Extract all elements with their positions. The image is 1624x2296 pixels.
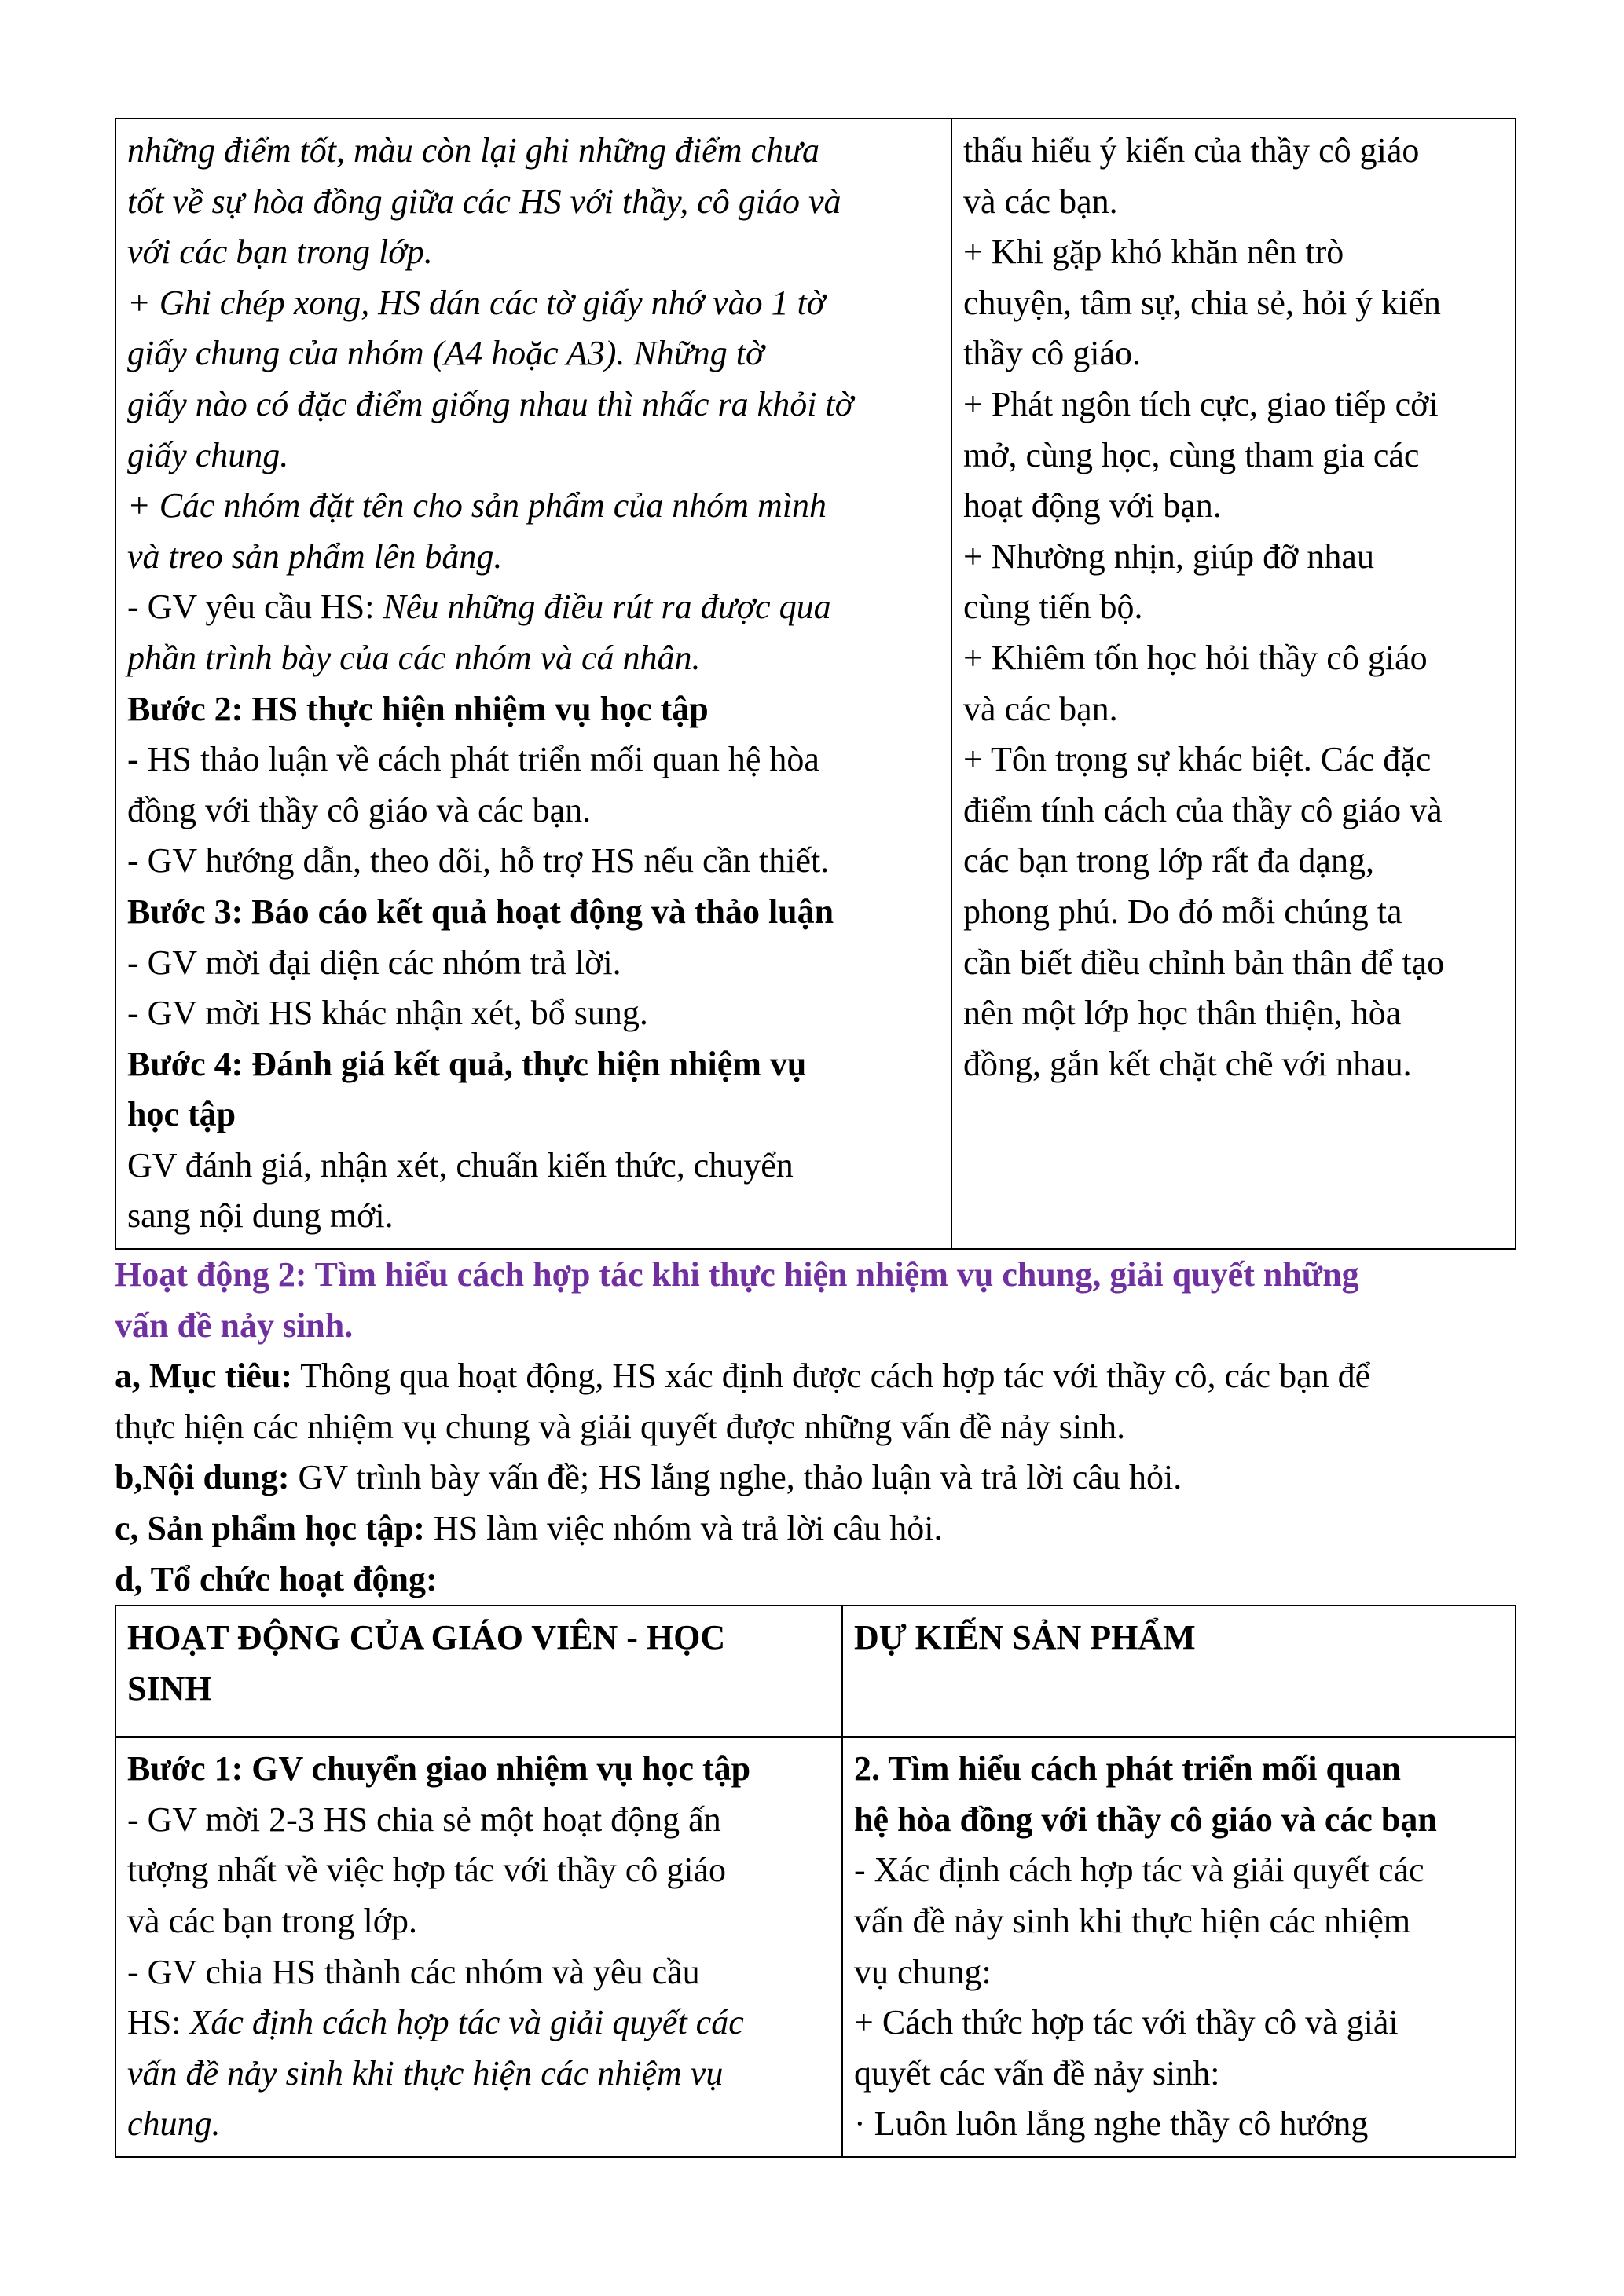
text-run: tượng nhất về việc hợp tác với thầy cô giáo — [127, 1851, 726, 1890]
teacher-student-activity-cell — [115, 119, 951, 1249]
text-line — [127, 328, 940, 379]
text-run: 2. Tìm hiểu cách phát triển mối quan — [854, 1749, 1401, 1789]
text-run: - GV mời HS khác nhận xét, bổ sung. — [127, 994, 648, 1033]
table-header-row — [115, 1606, 1516, 1737]
text-run: vấn đề nảy sinh khi thực hiện các nhiệm — [854, 1902, 1411, 1940]
text-line — [127, 481, 940, 532]
text-line — [127, 1845, 830, 1896]
text-line — [127, 532, 940, 583]
text-line — [963, 938, 1504, 989]
text-run: điểm tính cách của thầy cô giáo và — [963, 790, 1443, 829]
text-line — [127, 1191, 940, 1242]
text-run: sang nội dung mới. — [127, 1196, 394, 1236]
text-run: hệ hòa đồng với thầy cô giáo và các bạn — [854, 1800, 1437, 1839]
text-line — [854, 2049, 1504, 2100]
goal-label: a, Mục tiêu: — [115, 1357, 293, 1396]
text-line — [854, 2099, 1504, 2150]
text-run: và các bạn trong lớp. — [127, 1902, 418, 1940]
text-run: + Các nhóm đặt tên cho sản phẩm của nhóm mình — [127, 486, 827, 525]
content-text: GV trình bày vấn đề; HS lắng nghe, thảo luận và trả lời câu hỏi. — [289, 1458, 1182, 1497]
text-run: · Luôn luôn lắng nghe thầy cô hướng — [854, 2104, 1369, 2144]
header-text-line: DỰ KIẾN SẢN PHẨM — [854, 1618, 1196, 1657]
text-run: chung. — [127, 2104, 221, 2144]
text-run: Bước 1: GV chuyển giao nhiệm vụ học tập — [127, 1749, 751, 1789]
text-line — [127, 2049, 830, 2100]
text-line — [127, 785, 940, 837]
text-line — [963, 177, 1504, 228]
text-run: thầy cô giáo. — [963, 334, 1142, 373]
activity2-table — [115, 1605, 1516, 2158]
activity2-title-line2: vấn đề nảy sinh. — [115, 1305, 354, 1345]
text-run: giấy chung. — [127, 435, 289, 474]
text-run: Bước 2: HS thực hiện nhiệm vụ học tập — [127, 689, 709, 728]
text-run: + Khiêm tốn học hỏi thầy cô giáo — [963, 638, 1428, 677]
text-line — [963, 481, 1504, 532]
text-run: + Phát ngôn tích cực, giao tiếp cởi — [963, 384, 1439, 423]
text-line — [127, 734, 940, 785]
text-line — [127, 836, 940, 887]
text-line — [854, 1845, 1504, 1896]
text-line — [854, 1744, 1504, 1795]
text-prefix: - GV yêu cầu HS: — [127, 588, 383, 627]
text-line — [963, 278, 1504, 329]
text-line — [854, 1998, 1504, 2049]
text-run: giấy chung của nhóm (A4 hoặc A3). Những tờ — [127, 334, 764, 373]
text-run: giấy nào có đặc điểm giống nhau thì nhấc ra khỏi tờ — [127, 384, 854, 423]
text-line — [963, 887, 1504, 938]
text-line — [963, 684, 1504, 735]
header-text-line: HOẠT ĐỘNG CỦA GIÁO VIÊN - HỌC — [127, 1618, 726, 1657]
text-line — [963, 532, 1504, 583]
text-run: học tập — [127, 1095, 236, 1134]
text-run: cần biết điều chỉnh bản thân để tạo — [963, 943, 1445, 982]
goal-text: Thông qua hoạt động, HS xác định được cách hợp tác với thầy cô, các bạn để — [292, 1357, 1371, 1396]
text-run: cùng tiến bộ. — [963, 588, 1143, 627]
text-line — [127, 126, 940, 177]
text-line — [127, 1744, 830, 1795]
text-line — [127, 1795, 830, 1846]
activity2-section — [115, 1250, 1516, 1605]
text-line — [127, 177, 940, 228]
text-line — [963, 379, 1504, 430]
text-run: đồng, gắn kết chặt chẽ với nhau. — [963, 1044, 1412, 1083]
text-run: - Xác định cách hợp tác và giải quyết các — [854, 1851, 1424, 1890]
text-line — [127, 1089, 940, 1141]
text-line — [963, 836, 1504, 887]
text-line — [963, 328, 1504, 379]
text-line — [963, 227, 1504, 278]
content-label: b,Nội dung: — [115, 1458, 290, 1497]
text-run: đồng với thầy cô giáo và các bạn. — [127, 790, 592, 829]
text-line — [127, 278, 940, 329]
text-line — [127, 938, 940, 989]
text-run: nên một lớp học thân thiện, hòa — [963, 994, 1402, 1033]
text-run: Bước 3: Báo cáo kết quả hoạt động và thảo luận — [127, 892, 834, 931]
product-label: c, Sản phẩm học tập: — [115, 1509, 425, 1548]
activity2-title-line1: Hoạt động 2: Tìm hiểu cách hợp tác khi thực hiện nhiệm vụ chung, giải quyết những — [115, 1255, 1359, 1294]
text-run: Xác định cách hợp tác và giải quyết các — [189, 2003, 744, 2042]
text-run: mở, cùng học, cùng tham gia các — [963, 435, 1420, 474]
text-run: + Nhường nhịn, giúp đỡ nhau — [963, 536, 1374, 576]
text-run: vấn đề nảy sinh khi thực hiện các nhiệm vụ — [127, 2053, 724, 2093]
goal-line2: thực hiện các nhiệm vụ chung và giải quyết được những vấn đề nảy sinh. — [115, 1407, 1126, 1446]
text-line — [963, 430, 1504, 482]
text-run: và các bạn. — [963, 181, 1118, 221]
text-line — [127, 1998, 830, 2049]
text-run: quyết các vấn đề nảy sinh: — [854, 2053, 1220, 2093]
text-run: - GV mời 2-3 HS chia sẻ một hoạt động ấn — [127, 1800, 721, 1839]
text-run: và treo sản phẩm lên bảng. — [127, 536, 503, 576]
text-line — [963, 785, 1504, 837]
text-line — [127, 1141, 940, 1192]
goal-line1 — [115, 1351, 1516, 1402]
text-prefix: HS: — [127, 2003, 190, 2042]
text-line — [127, 684, 940, 735]
organization-label: d, Tổ chức hoạt động: — [115, 1559, 438, 1598]
header-teacher-student-activity — [115, 1606, 842, 1737]
text-run: và các bạn. — [963, 689, 1118, 728]
text-run: những điểm tốt, màu còn lại ghi những điểm chưa — [127, 131, 820, 170]
activity1-table — [115, 118, 1516, 1250]
text-run: Nêu những điều rút ra được qua — [383, 588, 831, 627]
text-run: + Tôn trọng sự khác biệt. Các đặc — [963, 740, 1432, 779]
text-run: thấu hiểu ý kiến của thầy cô giáo — [963, 131, 1420, 170]
text-run: tốt về sự hòa đồng giữa các HS với thầy, cô giáo và — [127, 181, 841, 221]
text-run: + Cách thức hợp tác với thầy cô và giải — [854, 2003, 1399, 2042]
text-run: GV đánh giá, nhận xét, chuẩn kiến thức, chuyển — [127, 1145, 794, 1185]
text-run: - GV hướng dẫn, theo dõi, hỗ trợ HS nếu cần thiết. — [127, 841, 830, 881]
cell-content — [963, 126, 1504, 1089]
text-line — [127, 379, 940, 430]
cell-content — [127, 1744, 830, 2150]
text-line — [963, 582, 1504, 633]
header-expected-product — [842, 1606, 1516, 1737]
product-text: HS làm việc nhóm và trả lời câu hỏi. — [424, 1509, 943, 1548]
text-line — [963, 734, 1504, 785]
text-line — [127, 988, 940, 1039]
text-run: hoạt động với bạn. — [963, 486, 1222, 525]
expected-product-cell — [842, 1737, 1516, 2157]
text-run: các bạn trong lớp rất đa dạng, — [963, 841, 1374, 881]
text-run: chuyện, tâm sự, chia sẻ, hỏi ý kiến — [963, 283, 1441, 322]
text-run: - HS thảo luận về cách phát triển mối quan hệ hòa — [127, 740, 819, 779]
text-line — [127, 1896, 830, 1947]
text-line — [127, 2099, 830, 2150]
text-line — [854, 1896, 1504, 1947]
document-page — [115, 118, 1516, 2158]
text-run: - GV chia HS thành các nhóm và yêu cầu — [127, 1952, 700, 1991]
text-line — [127, 633, 940, 684]
text-run: với các bạn trong lớp. — [127, 233, 433, 272]
cell-content — [854, 1744, 1504, 2150]
text-line — [963, 988, 1504, 1039]
text-run: + Khi gặp khó khăn nên trò — [963, 233, 1344, 272]
teacher-student-activity-cell — [115, 1737, 842, 2157]
product-line — [115, 1503, 1516, 1554]
table-row — [115, 119, 1516, 1249]
text-line — [127, 582, 940, 633]
text-line — [963, 633, 1504, 684]
text-run: vụ chung: — [854, 1952, 992, 1991]
text-run: - GV mời đại diện các nhóm trả lời. — [127, 943, 621, 982]
content-line — [115, 1452, 1516, 1503]
text-line — [127, 1039, 940, 1090]
text-line — [127, 227, 940, 278]
text-line — [127, 1947, 830, 1998]
text-line — [963, 126, 1504, 177]
text-run: phần trình bày của các nhóm và cá nhân. — [127, 638, 701, 677]
text-run: phong phú. Do đó mỗi chúng ta — [963, 892, 1402, 931]
text-line — [127, 430, 940, 482]
text-run: + Ghi chép xong, HS dán các tờ giấy nhớ vào 1 tờ — [127, 283, 826, 322]
table-row — [115, 1737, 1516, 2157]
text-line — [127, 887, 940, 938]
header-text-line: SINH — [127, 1668, 212, 1708]
expected-product-cell — [951, 119, 1516, 1249]
text-line — [963, 1039, 1504, 1090]
text-line — [854, 1795, 1504, 1846]
cell-content — [127, 126, 940, 1242]
text-run: Bước 4: Đánh giá kết quả, thực hiện nhiệm vụ — [127, 1044, 807, 1083]
text-line — [854, 1947, 1504, 1998]
